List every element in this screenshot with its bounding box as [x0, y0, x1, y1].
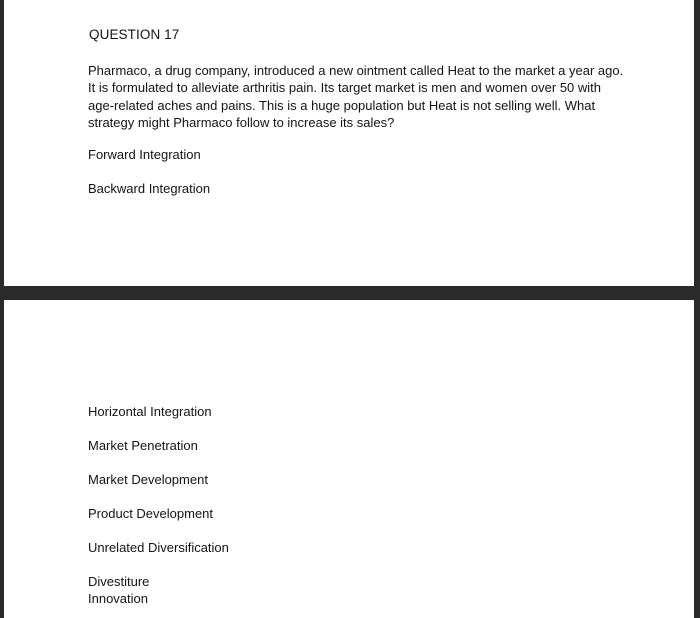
- option-divestiture[interactable]: Divestiture: [88, 574, 150, 589]
- option-market-penetration[interactable]: Market Penetration: [88, 438, 198, 453]
- question-panel-bottom: [4, 300, 694, 618]
- option-innovation[interactable]: Innovation: [88, 591, 148, 606]
- option-unrelated-diversification[interactable]: Unrelated Diversification: [88, 540, 229, 555]
- option-horizontal-integration[interactable]: Horizontal Integration: [88, 404, 212, 419]
- option-product-development[interactable]: Product Development: [88, 506, 214, 521]
- option-market-development[interactable]: Market Development: [88, 472, 208, 487]
- question-text: Pharmaco, a drug company, introduced a new ointment called Heat to the market a year ago. It is formulated to alleviate arthritis pain. Its target market is men and women over 50 with age-related aches and pains. This is a huge population but Heat is not selling well. What strategy might Pharmaco follow to increase its sales?: [88, 63, 624, 130]
- question-title: QUESTION 17: [89, 27, 180, 42]
- option-backward-integration[interactable]: Backward Integration: [88, 181, 211, 196]
- option-forward-integration[interactable]: Forward Integration: [88, 147, 201, 162]
- question-panel-top: [4, 0, 694, 286]
